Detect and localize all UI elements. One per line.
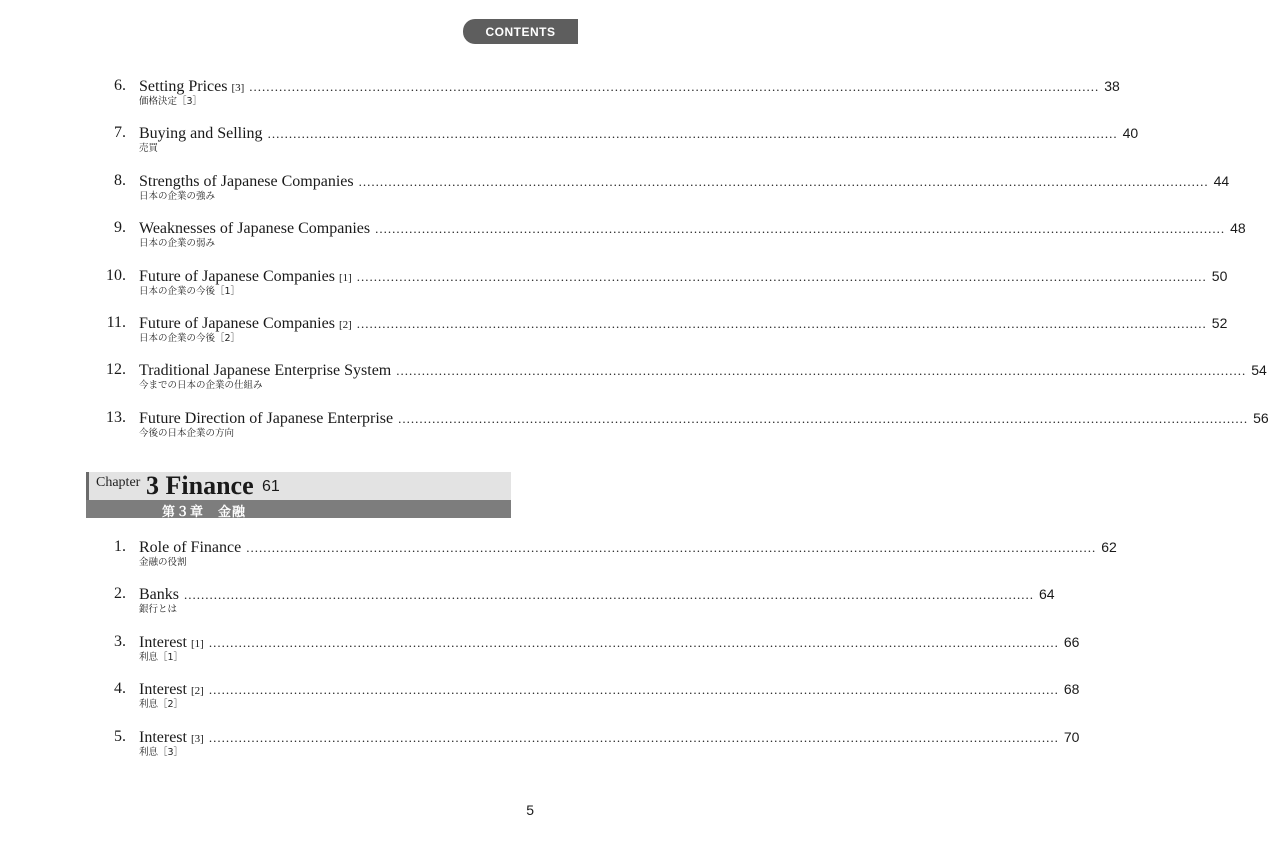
entry-number: 9. xyxy=(114,219,126,237)
entry-part: [1] xyxy=(190,637,204,650)
entry-number: 7. xyxy=(114,124,126,142)
entry-page-number: 68 xyxy=(1063,681,1080,698)
entry-japanese-subtitle: 今後の日本企業の方向 xyxy=(139,427,235,439)
entry-part: [2] xyxy=(338,319,352,331)
entry-line xyxy=(139,360,1267,380)
entry-page-number: 64 xyxy=(1039,586,1055,603)
entry-title: Setting Prices xyxy=(139,78,228,95)
entry-page-number: 52 xyxy=(1211,315,1228,331)
dot-leader: ........................................................................................................................................................................................................ xyxy=(396,363,1247,379)
entry-title: Strengths of Japanese Companies xyxy=(139,172,354,190)
entry-part: [3] xyxy=(231,82,245,94)
toc-entry[interactable] xyxy=(86,218,1246,252)
entry-number: 3. xyxy=(114,632,126,650)
entry-line xyxy=(139,584,1055,604)
entry-japanese-subtitle: 日本の企業の強み xyxy=(139,190,216,202)
entry-line xyxy=(139,76,1120,96)
entry-page-number: 48 xyxy=(1230,220,1246,237)
entry-japanese-subtitle: 利息［3］ xyxy=(139,746,184,758)
entry-japanese-subtitle: 利息［1］ xyxy=(139,651,184,663)
entry-number: 13. xyxy=(106,408,126,426)
entry-part: [3] xyxy=(190,732,204,745)
entry-number: 10. xyxy=(106,266,126,284)
entry-title: Banks xyxy=(139,586,179,604)
entry-line xyxy=(139,727,1080,747)
toc-entry[interactable] xyxy=(86,360,1267,394)
entry-part: [2] xyxy=(190,685,204,698)
entry-title: Weaknesses of Japanese Companies xyxy=(139,220,371,238)
entry-title: Future of Japanese Companies xyxy=(139,315,335,332)
entry-title: Future of Japanese Companies xyxy=(139,267,335,285)
entry-japanese-subtitle: 利息［2］ xyxy=(139,699,184,711)
toc-entry[interactable] xyxy=(86,727,1080,761)
toc-entry[interactable] xyxy=(86,171,1230,205)
dot-leader: ........................................................................................................................................................................................................ xyxy=(356,268,1207,284)
entry-part: [1] xyxy=(338,271,352,284)
dot-leader: ........................................................................................................................................................................................................ xyxy=(356,316,1207,331)
entry-number: 11. xyxy=(106,314,126,331)
toc-entry[interactable] xyxy=(86,313,1228,347)
entry-japanese-subtitle: 金融の役割 xyxy=(139,557,187,568)
toc-entry[interactable] xyxy=(86,537,1117,571)
dot-leader: ........................................................................................................................................................................................................ xyxy=(267,126,1118,142)
dot-leader: ........................................................................................................................................................................................................ xyxy=(208,682,1059,698)
contents-tab xyxy=(463,19,578,44)
entry-page-number: 66 xyxy=(1063,633,1080,650)
entry-title: Role of Finance xyxy=(139,539,242,556)
entry-number: 12. xyxy=(106,361,126,379)
entry-title: Interest xyxy=(139,681,187,699)
entry-page-number: 56 xyxy=(1253,409,1269,426)
entry-number: 1. xyxy=(114,538,126,555)
entry-title: Traditional Japanese Enterprise System xyxy=(139,362,392,380)
dot-leader: ........................................................................................................................................................................................................ xyxy=(375,221,1226,237)
entry-japanese-subtitle: 価格決定［3］ xyxy=(139,96,203,107)
chapter-heading xyxy=(86,472,511,518)
chapter-japanese-title: 第３章 金融 xyxy=(162,505,247,520)
chapter-title: 3 Finance xyxy=(146,471,254,500)
dot-leader: ........................................................................................................................................................................................................ xyxy=(208,729,1059,745)
entry-japanese-subtitle: 日本の企業の今後［1］ xyxy=(139,285,241,297)
dot-leader: ........................................................................................................................................................................................................ xyxy=(246,540,1097,555)
entry-title: Future Direction of Japanese Enterprise xyxy=(139,409,394,427)
entry-line xyxy=(139,632,1080,652)
entry-page-number: 54 xyxy=(1251,362,1267,379)
toc-entry[interactable] xyxy=(86,266,1228,300)
toc-entry[interactable] xyxy=(86,632,1080,666)
entry-page-number: 62 xyxy=(1101,539,1117,555)
entry-japanese-subtitle: 銀行とは xyxy=(139,604,178,616)
entry-page-number: 70 xyxy=(1063,728,1080,745)
entry-page-number: 44 xyxy=(1213,172,1230,189)
page-number: 5 xyxy=(526,802,534,818)
dot-leader: ........................................................................................................................................................................................................ xyxy=(208,634,1059,650)
entry-title: Interest xyxy=(139,728,187,746)
entry-number: 4. xyxy=(114,680,126,698)
entry-number: 5. xyxy=(114,727,126,745)
chapter-label: Chapter xyxy=(96,475,141,490)
entry-number: 2. xyxy=(114,585,126,603)
entry-title: Interest xyxy=(139,633,187,651)
entry-line xyxy=(139,123,1139,143)
entry-line xyxy=(139,171,1230,191)
contents-tab-label: CONTENTS xyxy=(485,24,556,39)
entry-line xyxy=(139,537,1117,557)
dot-leader: ........................................................................................................................................................................................................ xyxy=(249,79,1100,94)
entry-line xyxy=(139,266,1228,286)
chapter-subtitle-bar xyxy=(86,500,511,518)
chapter-page-number: 61 xyxy=(262,478,280,495)
entry-number: 8. xyxy=(114,171,126,189)
toc-entry[interactable] xyxy=(86,408,1269,442)
entry-page-number: 50 xyxy=(1211,267,1228,284)
entry-title: Buying and Selling xyxy=(139,125,263,143)
entry-page-number: 38 xyxy=(1104,78,1120,94)
entry-japanese-subtitle: 日本の企業の弱み xyxy=(139,238,216,250)
entry-japanese-subtitle: 今までの日本の企業の仕組み xyxy=(139,380,263,392)
entry-line xyxy=(139,408,1269,428)
entry-japanese-subtitle: 売買 xyxy=(139,143,159,155)
dot-leader: ........................................................................................................................................................................................................ xyxy=(398,410,1249,426)
toc-entry[interactable] xyxy=(86,76,1120,110)
entry-number: 6. xyxy=(114,77,126,94)
toc-entry[interactable] xyxy=(86,679,1080,713)
dot-leader: ........................................................................................................................................................................................................ xyxy=(358,173,1209,189)
chapter-title-bar xyxy=(86,472,511,500)
entry-japanese-subtitle: 日本の企業の今後［2］ xyxy=(139,333,241,344)
dot-leader: ........................................................................................................................................................................................................ xyxy=(184,587,1034,603)
toc-entry[interactable] xyxy=(86,584,1055,618)
toc-entry[interactable] xyxy=(86,123,1139,157)
entry-line xyxy=(139,218,1246,238)
entry-line xyxy=(139,679,1080,699)
entry-line xyxy=(139,313,1228,333)
entry-page-number: 40 xyxy=(1122,125,1139,142)
